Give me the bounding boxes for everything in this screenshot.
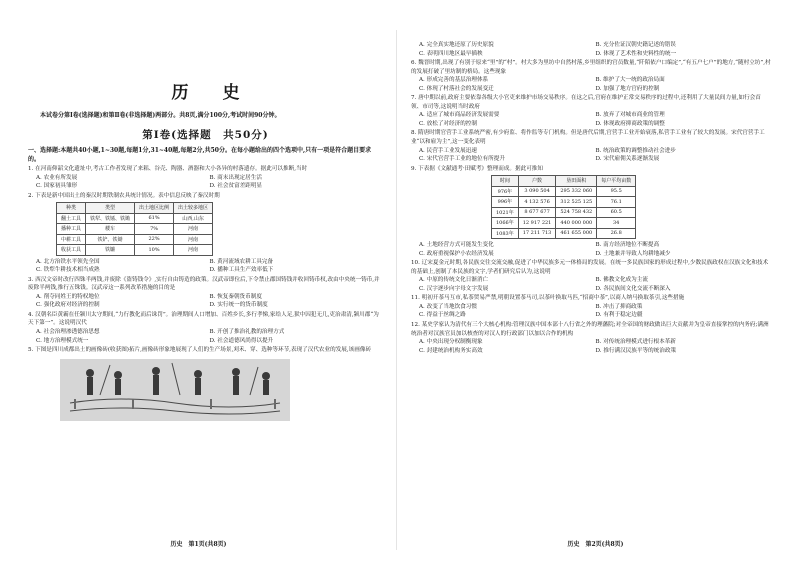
option[interactable]: D. 有利于稳定边疆 — [595, 312, 643, 319]
option[interactable]: D. 实行统一的货币制度 — [209, 302, 268, 309]
question-11-options — [411, 303, 772, 320]
option[interactable]: A. 削夺同姓王的特权地位 — [36, 293, 100, 300]
table-cell: 61% — [135, 213, 174, 224]
option[interactable]: A. 土地经营方式可能发生变化 — [419, 242, 494, 249]
option[interactable]: C. 表明四川地区最早插秧 — [419, 50, 483, 57]
table-cell: 295 332 060 — [556, 186, 597, 197]
option[interactable]: B. 恢复秦朝货币制度 — [209, 293, 262, 300]
table-cell: 461 655 000 — [556, 228, 597, 239]
option[interactable]: A. 北方治铁水平领先全国 — [36, 258, 100, 265]
option[interactable]: A. 形成完善的基层治理体系 — [419, 77, 489, 84]
q9-table — [491, 175, 636, 239]
table-cell: 22% — [135, 234, 174, 245]
option[interactable]: A. 农业有所发展 — [36, 174, 78, 181]
table-row — [492, 207, 636, 218]
table-cell: 河南 — [174, 224, 213, 235]
table-cell: 8 677 677 — [518, 207, 556, 218]
question-3-options — [28, 293, 383, 310]
option[interactable]: B. 佛教文化成为主流 — [595, 277, 648, 284]
option[interactable]: C. 国家初具雏形 — [36, 183, 78, 190]
table-cell: 中耕工具 — [57, 234, 86, 245]
option[interactable]: C. 政府重视保护小农经济发展 — [419, 250, 494, 257]
table-cell: 1066年 — [492, 218, 519, 229]
option[interactable]: D. 播种工具生产效率低下 — [209, 267, 274, 274]
option[interactable]: D. 推行满汉民族平等的统治政策 — [595, 347, 677, 354]
option[interactable]: B. 充分佐证汉朝史籍记述的错误 — [595, 42, 676, 48]
option[interactable]: A. 完全真实地还原了历史原貌 — [419, 42, 494, 48]
table-cell: 34 — [597, 218, 636, 229]
table-cell: 收获工具 — [57, 245, 86, 256]
q2-table — [56, 202, 213, 256]
table-cell: 60.5 — [597, 207, 636, 218]
table-cell: 铁镰 — [86, 245, 135, 256]
option[interactable]: A. 社会治理渗透德治思想 — [36, 329, 100, 336]
option[interactable]: D. 社会贫富差距明显 — [209, 183, 263, 190]
harvest-relief-image — [60, 359, 290, 421]
question-12-options — [411, 338, 772, 355]
option[interactable]: B. 维护了大一统的政治局面 — [595, 77, 665, 84]
table-cell: 10% — [135, 245, 174, 256]
question-6-options — [411, 76, 772, 93]
table-cell: 17 211 713 — [518, 228, 556, 239]
table-cell: 976年 — [492, 186, 519, 197]
option[interactable]: D. 体现了艺术性和史料性的统一 — [595, 50, 677, 57]
option[interactable]: D. 加强了地方官府的控制 — [595, 85, 660, 92]
table-row — [57, 224, 213, 235]
right-page — [397, 0, 794, 562]
table-cell: 铁铲、铁锄 — [86, 234, 135, 245]
option[interactable]: A. 中央出现分权制衡现象 — [419, 339, 483, 346]
section-title: 第Ⅰ卷(选择题 共50分) — [142, 129, 269, 141]
table-header: 出土地区比例 — [135, 203, 174, 214]
table-row — [492, 197, 636, 208]
exam-intro: 本试卷分第Ⅰ卷(选择题)和第Ⅱ卷(非选择题)两部分。共8页,满分100分,考试时间90分钟。 — [40, 112, 281, 119]
table-cell: 95.5 — [597, 186, 636, 197]
instructions: 一、选择题:本题共40小题,1~30题,每题1分,31~40题,每题2分,共50分。在每小题给出的四个选项中,只有一项是符合题目要求的。 — [28, 147, 372, 163]
question-6: 6. 魏晋时期,出现了有别于原来“里”的“村”。村大多为里坊中自然村落,乡里组织的官员数量,“阡陌依户口编定”,“有五户七户”的地方,“随村立坊”,村的发展打破了里坊制的格局。这些现象 — [411, 60, 771, 75]
option[interactable]: B. 开创了推治礼教的治理方式 — [209, 329, 285, 336]
option[interactable]: B. 商末出现定居生活 — [209, 174, 262, 181]
option[interactable]: A. 中原的传统文化日渐消亡 — [419, 277, 489, 284]
table-cell: 1021年 — [492, 207, 519, 218]
question-12: 12. 某史学家认为清代有三个大核心机构:管理汉族中国本部十八行省之外的理藩院;对全帝国的财政做出巨大贡献并为皇帝直接掌控的内务府;满洲统治者对汉族官员加以核查的对汉人的行政部门以加以合作的机构 — [411, 321, 769, 337]
option[interactable]: C. 地方治理模式统一 — [36, 337, 89, 344]
question-4: 4. 汉朝名臣黄霸在任颍川太守期间,“力行教化而后诛罚”。治理期间人口增加、百姓乡长,多行孝悌,家给人足,狱中囚犯无几,吏治肃清,颍川郡“为天下第一”。这说明汉代 — [28, 311, 379, 327]
table-cell: 1083年 — [492, 228, 519, 239]
question-9-options — [411, 241, 772, 258]
harvest-relief-drawing — [60, 359, 290, 421]
option[interactable]: A. 适应了城市商品经济发展需要 — [419, 112, 500, 119]
option[interactable]: D. 宋代雇佣关系逐渐发展 — [595, 156, 660, 163]
table-cell: 3 090 504 — [518, 186, 556, 197]
table-cell: 996年 — [492, 197, 519, 208]
table-cell: 翻土工具 — [57, 213, 86, 224]
option[interactable]: C. 放松了对经济的控制 — [419, 120, 477, 127]
option[interactable]: B. 对传统治理模式进行根本革新 — [595, 339, 676, 346]
table-row — [57, 245, 213, 256]
question-1: 1. 在河南仰韶文化遗址中,考古工作者发现了来耜、谷壳、陶器、酒器和大小各异的村落遗存。据此可以推断,当时 — [28, 166, 308, 172]
question-9: 9. 下表据《文献通考·田赋考》整理而成。据此可推知 — [411, 165, 543, 172]
question-5-options — [411, 41, 772, 58]
table-cell: 河南 — [174, 245, 213, 256]
option[interactable]: B. 放弃了对城市商业的管理 — [595, 112, 665, 119]
question-11: 11. 明初开茶马互市,私茶贸易严禁,明朝设置茶马司,以茶叶换取马匹,“招商中茶”,以商人纳马换取茶引,这些措施 — [411, 295, 685, 302]
table-cell: 山西,山东 — [174, 213, 213, 224]
option[interactable]: C. 宋代官营手工业的地位有所提升 — [419, 156, 505, 163]
table-row — [57, 234, 213, 245]
option[interactable]: A. 改变了当地饮食习惯 — [419, 303, 477, 310]
table-header: 户数 — [518, 176, 556, 187]
option[interactable]: B. 南方经济地位不断提高 — [595, 242, 660, 249]
option[interactable]: B. 统治政策的调整推动社会进步 — [595, 147, 676, 154]
table-header: 时间 — [492, 176, 519, 187]
table-header: 种类 — [57, 203, 86, 214]
table-cell: 312 525 125 — [556, 197, 597, 208]
question-8-options — [411, 147, 772, 164]
table-cell: 耧车 — [86, 224, 135, 235]
table-cell: 440 000 000 — [556, 218, 597, 229]
exam-title: 历 史 — [171, 83, 254, 103]
question-2-options — [28, 258, 383, 275]
question-1-options — [28, 174, 383, 191]
option[interactable]: D. 社会道德风尚得以提升 — [209, 337, 274, 344]
option[interactable]: D. 各民族间文化交流不断深入 — [595, 285, 671, 292]
page-footer-left: 历史 第1页(共8页) — [170, 541, 227, 548]
question-3: 3. 西汉文帝时改行四铢半两钱,并废除《盗铸钱令》,实行自由铸造的政策。汉武帝即位后,下令禁止郡国铸钱并收回铸币权,改由中央统一铸币,并废除半两钱,推行五铢钱。汉武帝这一系列改革措施的目的是 — [28, 276, 380, 292]
table-row — [492, 186, 636, 197]
table-row — [492, 228, 636, 239]
table-row — [492, 218, 636, 229]
option[interactable]: D. 体现政府抑商政策的调整 — [595, 120, 665, 127]
table-cell: 河南 — [174, 234, 213, 245]
question-7-options — [411, 111, 772, 128]
table-cell: 76.1 — [597, 197, 636, 208]
question-10: 10. 辽宋夏金元时期,各民族交往交流交融,促进了中华民族多元一体格局的发展。在统一多民族国家的形成过程中,少数民族政权在汉族文化和技术的基础上,创制了本民族的文字,学者们研究后认为,这说明 — [411, 260, 769, 275]
question-7: 7. 唐中期以前,政府主要依靠各级大小官吏来维护市场交易秩序。在这之后,官府在维护正常交易秩序的过程中,还利用了大量民间力量,如行会首领、市司等,这说明当时政府 — [411, 95, 761, 110]
question-2: 2. 下表是新中国出土的秦汉时期铁制农具统计情况。表中信息反映了秦汉时期 — [28, 192, 220, 199]
table-cell: 播种工具 — [57, 224, 86, 235]
table-header: 类型 — [86, 203, 135, 214]
table-row — [57, 213, 213, 224]
option[interactable]: C. 汉字逐步向字母文字发展 — [419, 285, 489, 292]
question-4-options — [28, 328, 383, 345]
option[interactable]: C. 强化政府对经济的控制 — [36, 302, 100, 309]
question-5: 5. 下图是四川成都出土的画像砖(收获图)拓片,画像砖形象地展现了人们的生产场景,刈禾、穿、选种等环节,表现了汉代农业的发展,该画像砖 — [28, 347, 372, 354]
question-10-options — [411, 276, 772, 293]
option[interactable]: B. 黄河流域农耕工具完备 — [209, 258, 274, 265]
option[interactable]: C. 封建统治机构务实高效 — [419, 347, 483, 354]
table-cell: 26.8 — [597, 228, 636, 239]
question-8: 8. 隋唐时期官营手工业系统严密,有少府监、将作监等专门机构。但是唐代后期,官营手工业开始衰落,私营手工业有了较大的发展。宋代官营手工业“以和雇为主”,这一变化表明 — [411, 130, 765, 145]
table-cell: 铁犁、铁锸、铁锄 — [86, 213, 135, 224]
table-header: 垦田面积 — [556, 176, 597, 187]
table-cell: 4 132 576 — [518, 197, 556, 208]
option[interactable]: C. 得益于丝绸之路 — [419, 312, 466, 319]
table-cell: 12 917 221 — [518, 218, 556, 229]
table-cell: 7% — [135, 224, 174, 235]
table-header: 出土较多地区 — [174, 203, 213, 214]
table-header: 每户平均亩数 — [597, 176, 636, 187]
page-footer-right: 历史 第2页(共8页) — [567, 541, 624, 548]
table-cell: 524 758 432 — [556, 207, 597, 218]
option[interactable]: C. 铁犁牛耕技术相当成熟 — [36, 267, 100, 274]
option[interactable]: C. 体现了村落社会的发展变迁 — [419, 85, 494, 92]
option[interactable]: D. 土地兼并导致人均耕地减少 — [595, 250, 671, 257]
option[interactable]: A. 民营手工业发展迅速 — [419, 147, 477, 154]
option[interactable]: B. 冲击了抑商政策 — [595, 303, 643, 310]
